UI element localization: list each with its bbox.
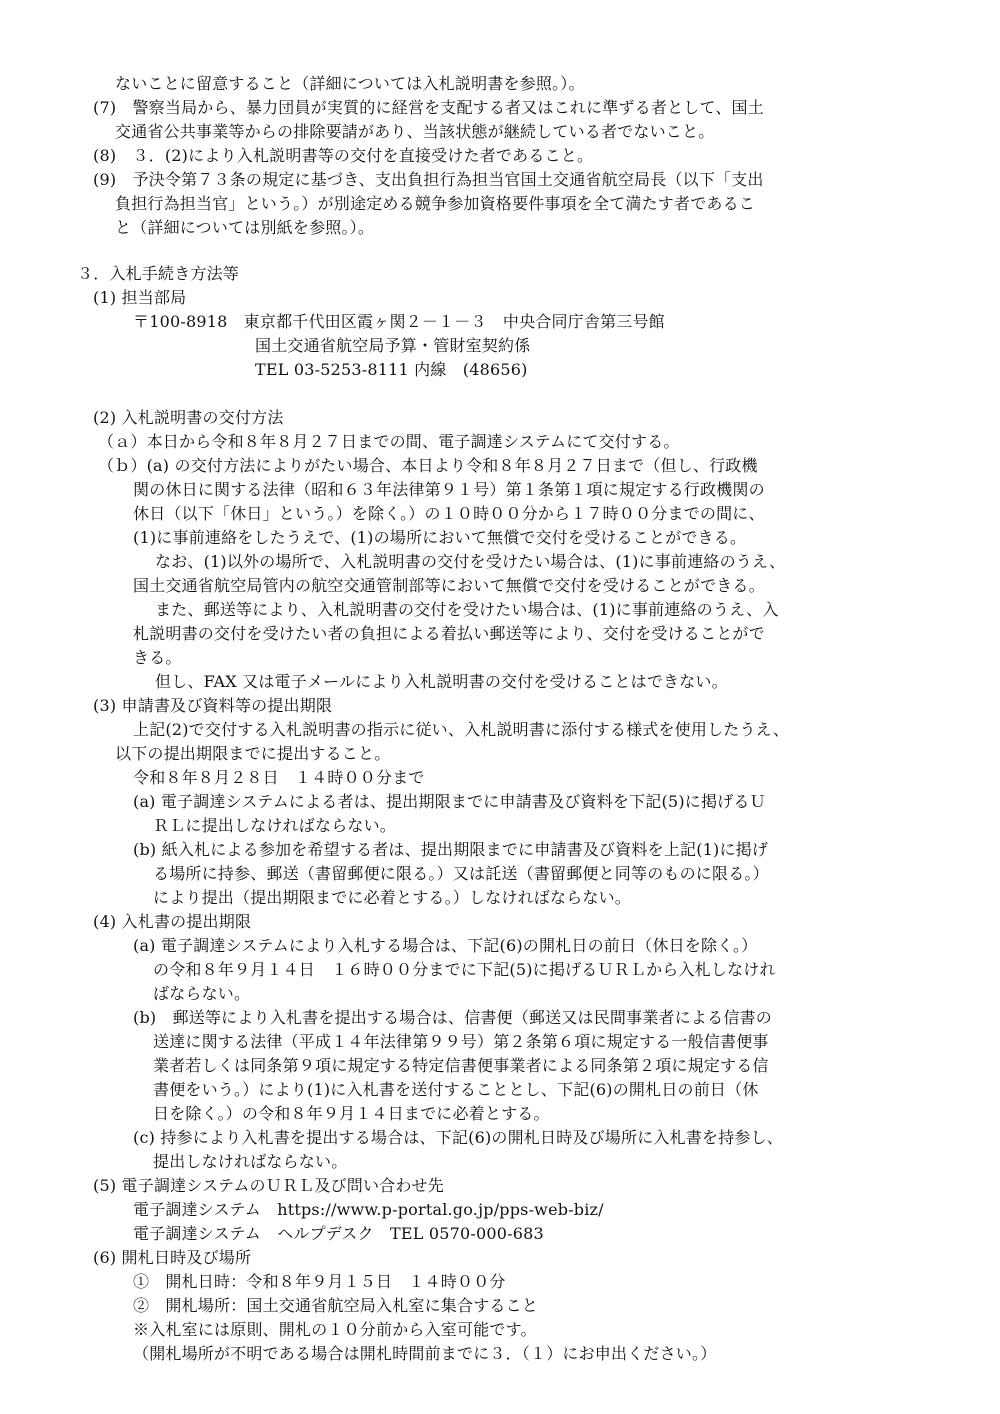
text-line: 上記(2)で交付する入札説明書の指示に従い、入札説明書に添付する様式を使用したうえ、 xyxy=(133,720,790,739)
subsection-heading-5: (5) 電子調達システムのＵＲＬ及び問い合わせ先 xyxy=(93,1176,444,1195)
item-b: (b) 郵送等により入札書を提出する場合は、信書便（郵送又は民間事業者による信書の xyxy=(133,1008,772,1027)
text-line: ないことに留意すること（詳細については入札説明書を参照。）。 xyxy=(115,74,585,93)
deadline-line: 令和８年８月２８日 １４時００分まで xyxy=(133,768,425,787)
opening-datetime-line: ① 開札日時：令和８年９月１５日 １４時００分 xyxy=(133,1272,506,1291)
subsection-heading-1: (1) 担当部局 xyxy=(93,288,187,307)
text-line: 交通省公共事業等からの排除要請があり、当該状態が継続している者でないこと。 xyxy=(115,122,715,141)
text-line: きる。 xyxy=(133,648,182,667)
item-a: (a) 電子調達システムによる者は、提出期限までに申請書及び資料を下記(5)に掲げるＵ xyxy=(133,792,766,811)
text-line: と（詳細については別紙を参照。）。 xyxy=(115,218,375,237)
text-line: なお、(1)以外の場所で、入札説明書の交付を受けたい場合は、(1)に事前連絡のうえ、 xyxy=(155,552,786,571)
subsection-heading-3: (3) 申請書及び資料等の提出期限 xyxy=(93,696,333,715)
text-line: により提出（提出期限までに必着とする。）しなければならない。 xyxy=(153,888,632,907)
item-c: (c) 持参により入札書を提出する場合は、下記(6)の開札日時及び場所に入札書を持参し、 xyxy=(133,1128,783,1147)
text-line: 日を除く。）の令和８年９月１４日までに必着とする。 xyxy=(153,1104,550,1123)
text-line: 提出しなければならない。 xyxy=(153,1152,348,1171)
note-line: （開札場所が不明である場合は開札時間前までに３．（１）にお申出ください。） xyxy=(133,1344,717,1363)
text-line: (1)に事前連絡をしたうえで、(1)の場所において無償で交付を受けることができる。 xyxy=(133,528,747,547)
portal-url-line: 電子調達システム https://www.p-portal.go.jp/pps-web-biz/ xyxy=(133,1200,604,1219)
subsection-heading-4: (4) 入札書の提出期限 xyxy=(93,912,252,931)
text-line: 国土交通省航空局管内の航空交通管制部等において無償で交付を受けることができる。 xyxy=(133,576,765,595)
helpdesk-line: 電子調達システム ヘルプデスク TEL 0570-000-683 xyxy=(133,1224,544,1243)
text-line: 但し、FAX 又は電子メールにより入札説明書の交付を受けることはできない。 xyxy=(155,672,728,691)
address-line: 〒100-8918 東京都千代田区霞ヶ関２－１－３ 中央合同庁舎第三号館 xyxy=(133,312,665,331)
text-line: 札説明書の交付を受けたい者の負担による着払い郵送等により、交付を受けることがで xyxy=(133,624,765,643)
opening-place-line: ② 開札場所：国土交通省航空局入札室に集合すること xyxy=(133,1296,539,1315)
text-line: 業者若しくは同条第９項に規定する特定信書便事業者による同条第２項に規定する信 xyxy=(153,1056,769,1075)
item-b: （ｂ）(a) の交付方法によりがたい場合、本日より令和８年８月２７日まで（但し、行政機 xyxy=(98,456,758,475)
item-8: (8) ３．(2)により入札説明書等の交付を直接受けた者であること。 xyxy=(93,146,594,165)
text-line: また、郵送等により、入札説明書の交付を受けたい場合は、(1)に事前連絡のうえ、入 xyxy=(155,600,779,619)
phone-line: TEL 03-5253-8111 内線 (48656) xyxy=(255,360,528,379)
section-heading-3: ３．入札手続き方法等 xyxy=(77,264,240,283)
item-7: (7) 警察当局から、暴力団員が実質的に経営を支配する者又はこれに準ずる者として、国土 xyxy=(93,98,764,117)
item-a: (a) 電子調達システムにより入札する場合は、下記(6)の開札日の前日（休日を除く。） xyxy=(133,936,758,955)
text-line: る場所に持参、郵送（書留郵便に限る。）又は託送（書留郵便と同等のものに限る。） xyxy=(153,864,769,883)
item-b: (b) 紙入札による参加を希望する者は、提出期限までに申請書及び資料を上記(1)に掲げ xyxy=(133,840,769,859)
text-line: 送達に関する法律（平成１４年法律第９９号）第２条第６項に規定する一般信書便事 xyxy=(153,1032,769,1051)
item-a: （ａ）本日から令和８年８月２７日までの間、電子調達システムにて交付する。 xyxy=(98,432,680,451)
text-line: の令和８年９月１４日 １６時００分までに下記(5)に掲げるＵＲＬから入札しなけれ xyxy=(153,960,776,979)
text-line: 休日（以下「休日」という。）を除く。）の１０時００分から１７時００分までの間に、 xyxy=(133,504,765,523)
item-9: (9) 予決令第７３条の規定に基づき、支出負担行為担当官国土交通省航空局長（以下「支出 xyxy=(93,170,764,189)
text-line: ＲＬに提出しなければならない。 xyxy=(153,816,397,835)
text-line: 書便をいう。）により(1)に入札書を送付することとし、下記(6)の開札日の前日（休 xyxy=(153,1080,759,1099)
text-line: 関の休日に関する法律（昭和６３年法律第９１号）第１条第１項に規定する行政機関の xyxy=(133,480,765,499)
subsection-heading-2: (2) 入札説明書の交付方法 xyxy=(93,408,284,427)
note-line: ※入札室には原則、開札の１０分前から入室可能です。 xyxy=(133,1320,537,1339)
text-line: ばならない。 xyxy=(153,984,251,1003)
text-line: 負担行為担当官」という。）が別途定める競争参加資格要件事項を全て満たす者であるこ xyxy=(115,194,756,213)
text-line: 以下の提出期限までに提出すること。 xyxy=(115,744,391,763)
subsection-heading-6: (6) 開札日時及び場所 xyxy=(93,1248,252,1267)
office-line: 国土交通省航空局予算・管財室契約係 xyxy=(255,336,531,355)
